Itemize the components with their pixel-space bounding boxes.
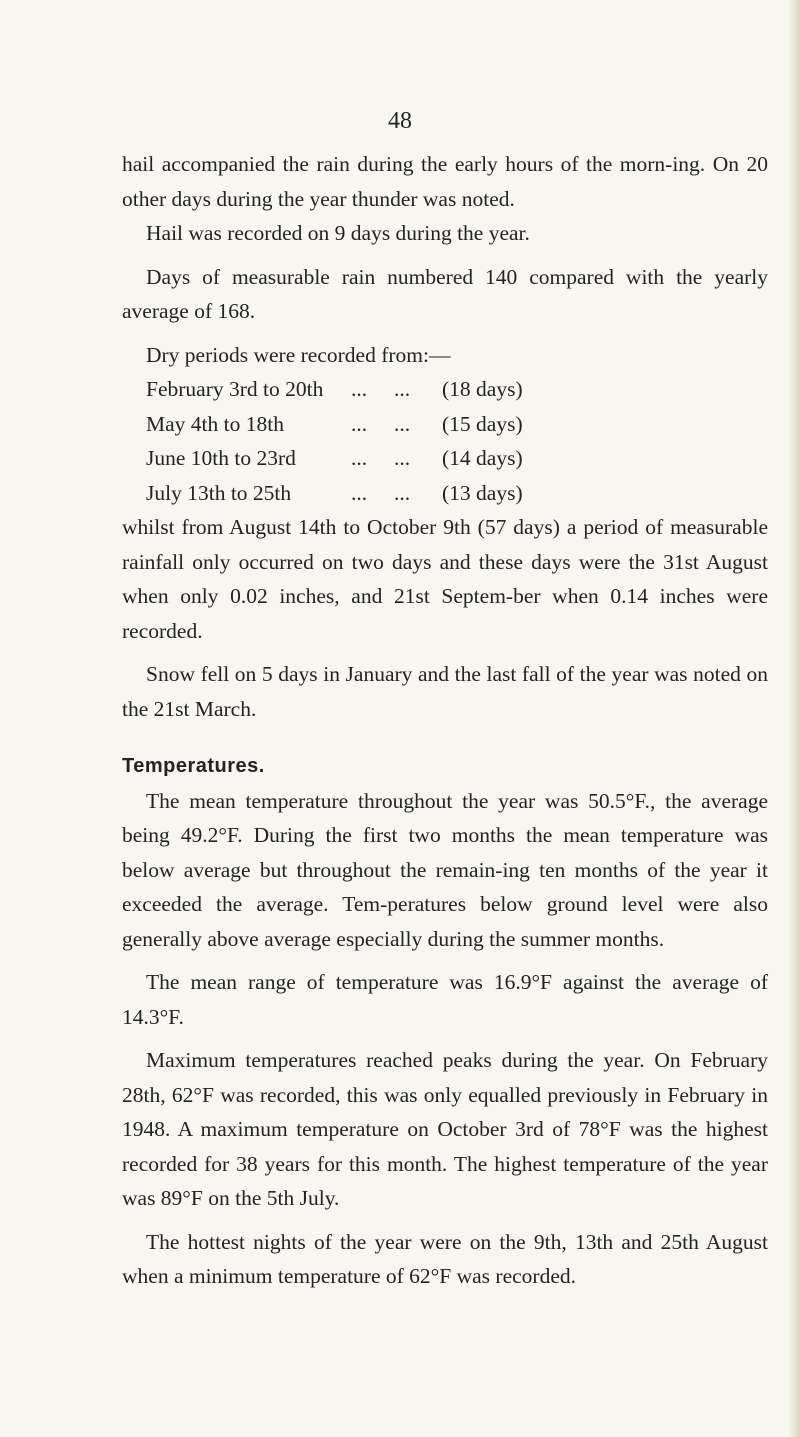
dry-period-range: June 10th to 23rd xyxy=(146,446,296,470)
dry-period-row xyxy=(122,476,768,511)
dry-periods-list xyxy=(122,372,768,510)
paragraph-dry-summary: whilst from August 14th to October 9th (57 days) a period of measurable rainfall only occurred on two days and these days were the 31st August when only 0.02 inches, and 21st Septem-ber when 0.14 inches were recorded. xyxy=(122,515,768,643)
dry-period-range: July 13th to 25th xyxy=(146,480,292,505)
paragraph-hail-intro: hail accompanied the rain during the early hours of the morn-ing. On 20 other days during the year thunder was noted. xyxy=(122,152,768,211)
paragraph-dry-intro: Dry periods were recorded from:— xyxy=(146,342,451,367)
leader-dots: ... ... xyxy=(351,411,411,436)
leader-dots: ... ... xyxy=(351,377,411,401)
leader-dots: ... ... xyxy=(351,480,411,505)
document-body xyxy=(122,147,768,1294)
paragraph-maximum-temperatures: Maximum temperatures reached peaks during the year. On February 28th, 62°F was recorded, this was only equalled previously in February in 1948. A maximum temperature on October 3rd of 78°F was the highest recorded for 38 years for this month. The highest temperature of the year was 89°F on the 5th July. xyxy=(122,1048,768,1210)
paragraph-mean-temperature: The mean temperature throughout the year was 50.5°F., the average being 49.2°F. During the first two months the mean temperature was below average but throughout the remain-ing ten months of the year it exceeded the average. Tem-peratures below ground level were also generally above average especially during the summer months. xyxy=(122,788,768,951)
leader-dots: ... ... xyxy=(351,446,411,470)
paragraph-rain-days: Days of measurable rain numbered 140 compared with the yearly average of 168. xyxy=(122,264,768,323)
dry-period-row xyxy=(122,441,768,476)
section-heading-temperatures: Temperatures. xyxy=(122,755,265,777)
dry-period-row xyxy=(122,407,768,442)
page-edge-shading xyxy=(788,0,800,1437)
paragraph-hottest-nights: The hottest nights of the year were on the 9th, 13th and 25th August when a minimum temperature of 62°F was recorded. xyxy=(122,1229,768,1288)
paragraph-snow: Snow fell on 5 days in January and the last fall of the year was noted on the 21st March. xyxy=(122,662,768,721)
dry-period-days: (14 days) xyxy=(442,446,523,470)
dry-period-days: (18 days) xyxy=(442,377,523,401)
page-number: 48 xyxy=(388,108,412,134)
dry-period-days: (13 days) xyxy=(442,480,523,505)
paragraph-temperature-range: The mean range of temperature was 16.9°F against the average of 14.3°F. xyxy=(122,970,768,1029)
dry-period-range: February 3rd to 20th xyxy=(146,377,324,401)
dry-period-days: (15 days) xyxy=(442,411,523,436)
paragraph-hail-days: Hail was recorded on 9 days during the year. xyxy=(146,221,530,245)
dry-period-range: May 4th to 18th xyxy=(146,411,284,436)
dry-period-row xyxy=(122,372,768,407)
